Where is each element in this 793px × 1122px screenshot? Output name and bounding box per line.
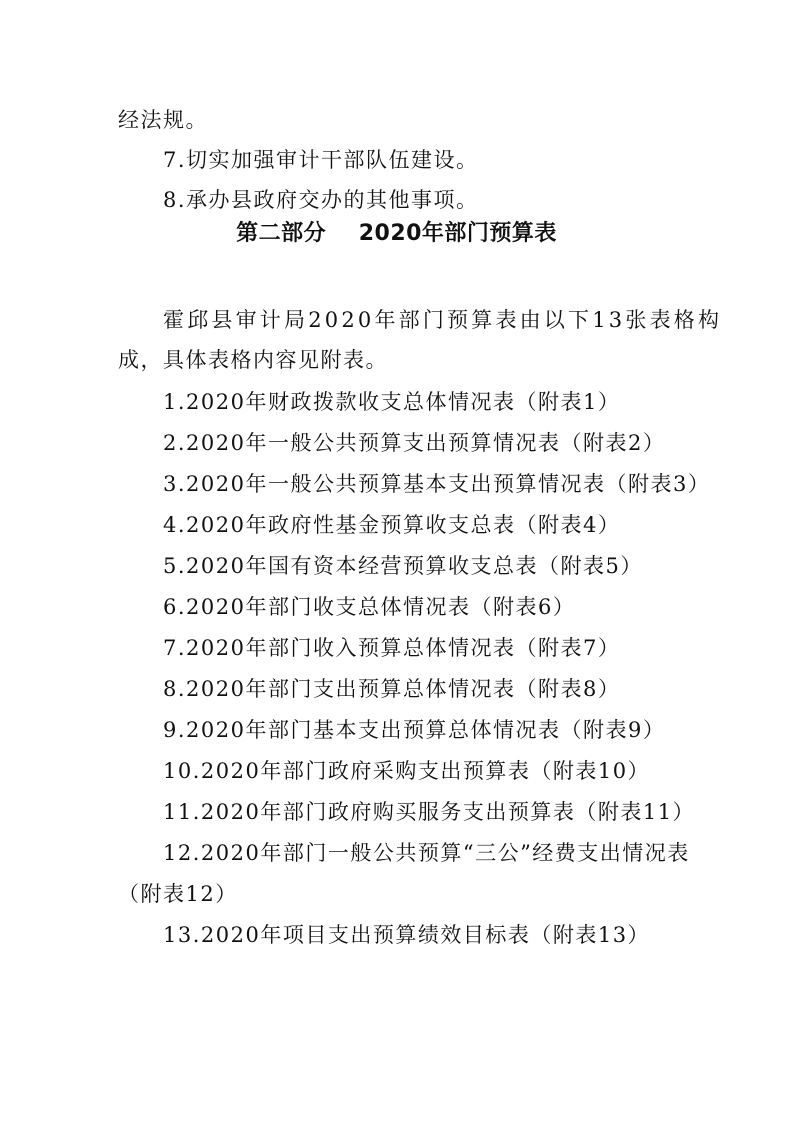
list-item-5: 5.2020年国有资本经营预算收支总表（附表5） [163, 554, 643, 578]
list-item-6: 6.2020年部门收支总体情况表（附表6） [163, 595, 576, 619]
paragraph-line-2: 成，具体表格内容见附表。 [118, 348, 388, 372]
list-item-12: 12.2020年部门一般公共预算“三公”经费支出情况表 [163, 841, 690, 865]
list-item-8: 8.2020年部门支出预算总体情况表（附表8） [163, 677, 621, 701]
list-item-1: 1.2020年财政拨款收支总体情况表（附表1） [163, 390, 621, 414]
list-item-11: 11.2020年部门政府购买服务支出预算表（附表11） [163, 800, 696, 824]
list-item-10: 10.2020年部门政府采购支出预算表（附表10） [163, 759, 651, 783]
intro-line-3: 8.承办县政府交办的其他事项。 [163, 188, 479, 212]
intro-line-2: 7.切实加强审计干部队伍建设。 [163, 148, 479, 172]
list-item-2: 2.2020年一般公共预算支出预算情况表（附表2） [163, 431, 666, 455]
list-item-4: 4.2020年政府性基金预算收支总表（附表4） [163, 513, 621, 537]
paragraph-line-1: 霍邱县审计局2020年部门预算表由以下13张表格构 [163, 308, 723, 332]
list-item-12-continued: （附表12） [118, 882, 238, 906]
list-item-3: 3.2020年一般公共预算基本支出预算情况表（附表3） [163, 472, 711, 496]
intro-line-1: 经法规。 [118, 108, 208, 132]
list-item-7: 7.2020年部门收入预算总体情况表（附表7） [163, 636, 621, 660]
section-heading: 第二部分 2020年部门预算表 [236, 221, 557, 246]
list-item-13: 13.2020年项目支出预算绩效目标表（附表13） [163, 923, 651, 947]
list-item-9: 9.2020年部门基本支出预算总体情况表（附表9） [163, 718, 666, 742]
